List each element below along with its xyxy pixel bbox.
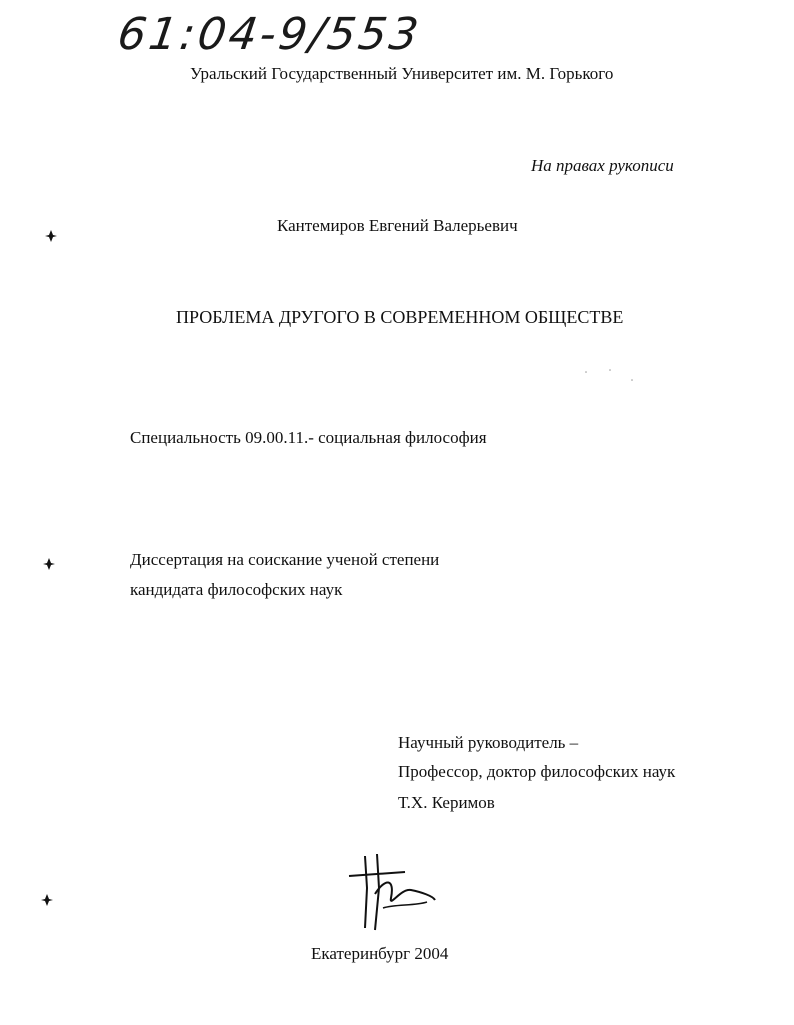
specialty-line: Специальность 09.00.11.- социальная философия — [130, 428, 487, 447]
scan-mark-icon — [40, 893, 54, 907]
scan-speck — [580, 366, 640, 386]
university-name: Уральский Государственный Университет им. М. Горького — [190, 64, 614, 83]
author-name: Кантемиров Евгений Валерьевич — [277, 216, 518, 235]
supervisor-title: Профессор, доктор философских наук — [398, 762, 676, 781]
dissertation-title: ПРОБЛЕМА ДРУГОГО В СОВРЕМЕННОМ ОБЩЕСТВЕ — [176, 307, 624, 327]
manuscript-rights-note: На правах рукописи — [531, 156, 674, 175]
supervisor-label: Научный руководитель – — [398, 733, 579, 752]
city-year: Екатеринбург 2004 — [311, 944, 449, 963]
scan-mark-icon — [42, 557, 56, 571]
handwritten-archive-number: 61:04-9/553 — [114, 9, 425, 60]
degree-line-1: Диссертация на соискание ученой степени — [130, 550, 440, 569]
degree-line-2: кандидата философских наук — [130, 580, 343, 599]
supervisor-name: Т.Х. Керимов — [398, 793, 495, 812]
signature-image — [345, 848, 445, 938]
scan-mark-icon — [44, 229, 58, 243]
